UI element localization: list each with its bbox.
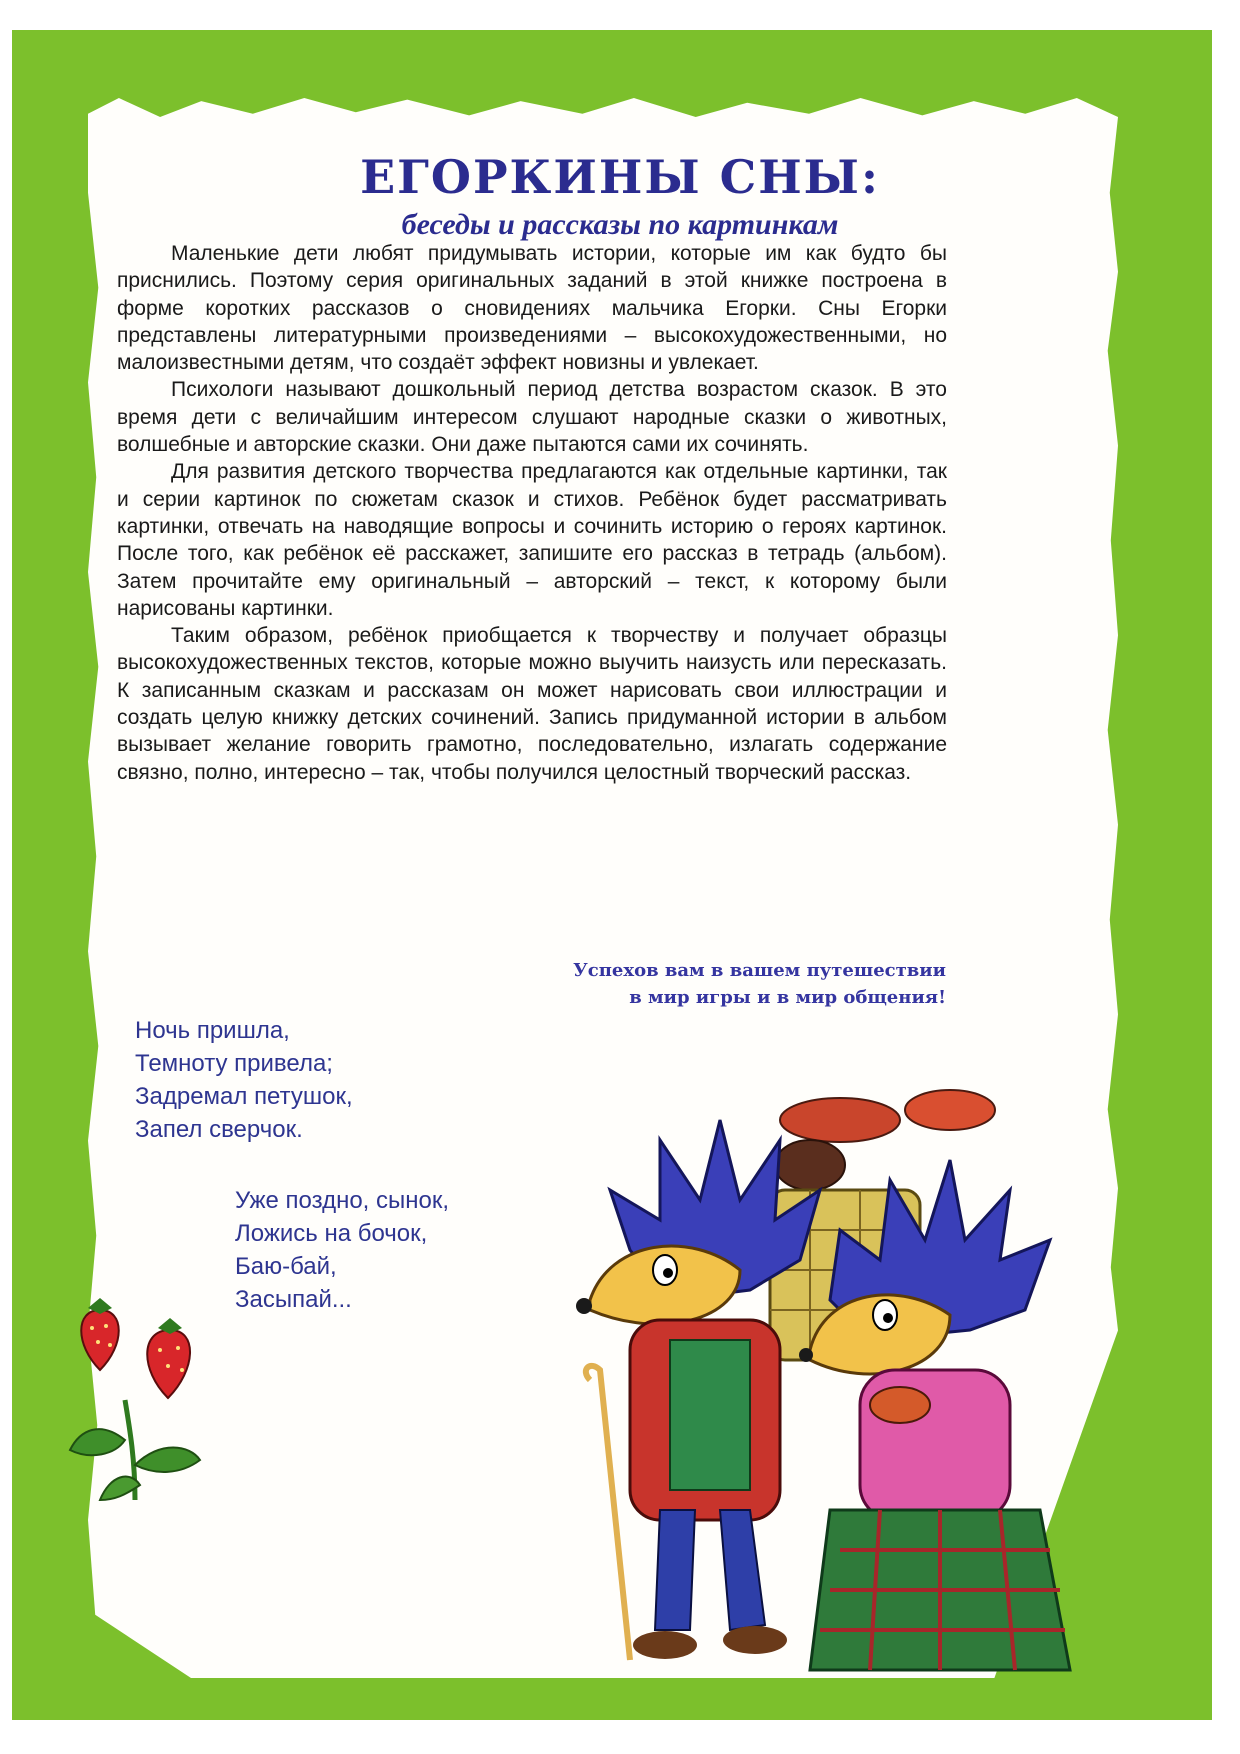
- poem-stanza-1: [135, 1014, 353, 1146]
- mushroom-icon: [775, 1090, 995, 1190]
- closing-wish: [573, 957, 946, 1011]
- poem-line: Ночь пришла,: [135, 1017, 290, 1044]
- page-title: ЕГОРКИНЫ СНЫ:: [360, 150, 880, 204]
- poem-line: Ложись на бочок,: [235, 1220, 428, 1247]
- closing-line-1: Успехов вам в вашем путешествии: [573, 960, 946, 981]
- hedgehogs-illustration: [570, 1070, 1090, 1710]
- poem-line: Запел сверчок.: [135, 1116, 303, 1143]
- paragraph: Маленькие дети любят придумывать истории, которые им как будто бы приснились. Поэтому серия оригинальных заданий в этой книжке построена в форме коротких рассказов о сновидениях мальчика Егорки. Сны Егорки представлены литературными произведениями – высокохудожественными, но малоизвестными детям, что создаёт эффект новизны и увлекает.: [117, 242, 947, 375]
- strawberry-illustration: [40, 1290, 240, 1510]
- page-subtitle: беседы и рассказы по картинкам: [401, 208, 839, 241]
- poem-line: Темноту привела;: [135, 1050, 333, 1077]
- poem-line: Уже поздно, сынок,: [235, 1187, 450, 1214]
- paragraph: Таким образом, ребёнок приобщается к творчеству и получает образцы высокохудожественных текстов, которые можно выучить наизусть или пересказать. К записанным сказкам и рассказам он может нарисовать свои иллюстрации и создать целую книжку детских сочинений. Запись придуманной истории в альбом вызывает желание говорить грамотно, последовательно, излагать содержание связно, полно, интересно – так, чтобы получился целостный творческий рассказ.: [117, 624, 947, 784]
- paragraph: Психологи называют дошкольный период детства возрастом сказок. В это время дети с величайшим интересом слушают народные сказки о животных, волшебные и авторские сказки. Они даже пытаются сами их сочинять.: [117, 378, 947, 457]
- poem-stanza-2: [235, 1184, 449, 1316]
- hedgehog-girl-icon: [799, 1160, 1070, 1670]
- closing-line-2: в мир игры и в мир общения!: [629, 987, 946, 1008]
- poem-line: Задремал петушок,: [135, 1083, 353, 1110]
- intro-text: [117, 240, 947, 786]
- paragraph: Для развития детского творчества предлагаются как отдельные картинки, так и серии картинок по сюжетам сказок и стихов. Ребёнок будет рассматривать картинки, отвечать на наводящие вопросы и сочинить историю о героях картинок. После того, как ребёнок её расскажет, запишите его рассказ в тетрадь (альбом). Затем прочитайте ему оригинальный – авторский – текст, к которому были нарисованы картинки.: [117, 460, 947, 620]
- poem-line: Засыпай...: [235, 1286, 352, 1313]
- strawberry-icon: [147, 1318, 190, 1398]
- poem-line: Баю-бай,: [235, 1253, 337, 1280]
- strawberry-icon: [81, 1298, 119, 1370]
